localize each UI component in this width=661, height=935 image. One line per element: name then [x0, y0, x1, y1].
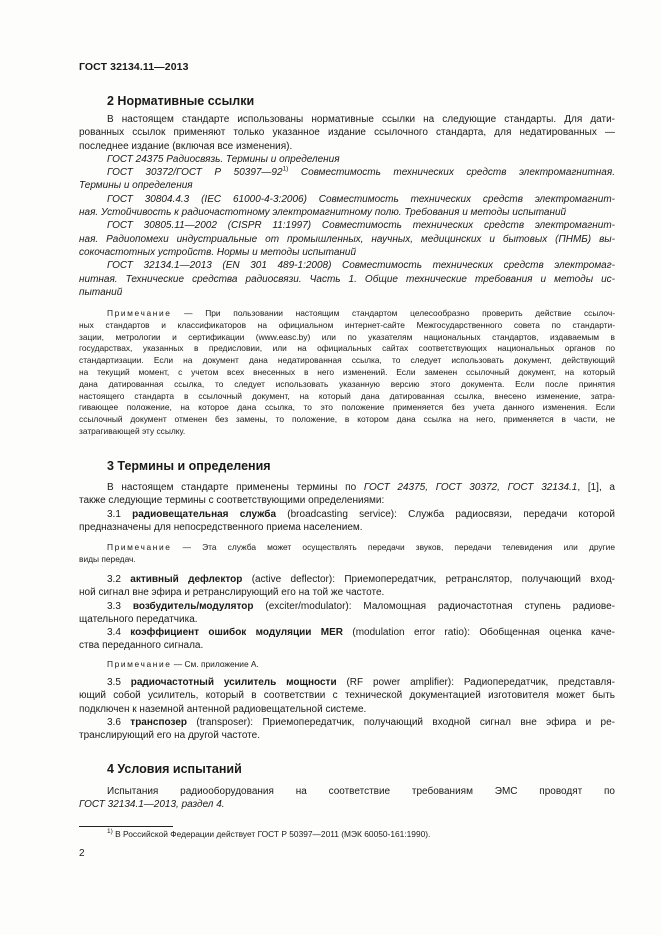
note-line: затрагивающей эту ссылку. — [79, 425, 186, 436]
reference-item — [79, 179, 615, 192]
term-number: 3.1 — [107, 508, 133, 520]
note-line: виды передач. — [79, 553, 136, 564]
intro-refs: ГОСТ 24375, ГОСТ 30372, ГОСТ 32134.1 — [363, 482, 578, 493]
section-4-heading: 4 Условия испытаний — [107, 762, 242, 776]
section-3-intro — [79, 481, 615, 534]
section-3-terms — [79, 573, 615, 653]
term-number: 3.2 — [107, 574, 131, 585]
reference-text: нитная. Технические средства радиосвязи. Часть 1. Общие технические требования и методы ис- — [79, 273, 615, 285]
term-number: 3.5 — [107, 677, 131, 688]
term-definition: (modulation error ratio): Обобщенная оценка каче- — [343, 627, 616, 639]
text-line — [79, 798, 615, 811]
note-label: Примечание — [107, 308, 172, 318]
note-text: — См. приложение А. — [171, 659, 259, 669]
page-header: ГОСТ 32134.11—2013 — [79, 61, 189, 73]
reference-item — [79, 259, 615, 272]
reference-text: ная. Устойчивость к радиочастотному электромагнитному полю. Требования и методы испытаний — [79, 207, 567, 219]
term-number: 3.4 — [107, 627, 131, 639]
note-line — [79, 542, 615, 554]
section-2-heading: 2 Нормативные ссылки — [107, 94, 255, 108]
note-line: стандартизации. Если на документ дана недатированная ссылка, то следует использовать документ, действующий — [79, 355, 615, 366]
reference-item — [79, 233, 615, 246]
note-line — [79, 659, 615, 671]
section-3-heading: 3 Термины и определения — [107, 459, 271, 473]
reference-code: ГОСТ 30372/ГОСТ Р 50397—92 — [107, 167, 283, 179]
text-line: рованных ссылок применяют только указанное издание ссылочного стандарта, для недатированных — — [79, 127, 615, 139]
reference-item — [79, 206, 615, 219]
term-name: активный дефлектор — [130, 574, 243, 585]
reference-item — [79, 246, 615, 259]
reference-text: ГОСТ 24375 Радиосвязь. Термины и определения — [107, 153, 340, 165]
term-name: радиовещательная служба — [132, 508, 277, 520]
note-text: — При пользовании настоящим стандартом целесообразно проверить действие ссылоч- — [171, 308, 615, 318]
note-label: Примечание — [107, 542, 172, 552]
section-3-terms-2 — [79, 676, 615, 742]
term-definition: (active deflector): Приемопередатчик, ретранслятор, получающий вход- — [242, 574, 615, 585]
reference-text: ГОСТ 32134.1—2013, раздел 4. — [79, 799, 225, 811]
term-number: 3.6 — [107, 716, 131, 728]
term-3-2-continued: ной сигнал вне эфира и ретранслирующий его на той же частоте. — [79, 587, 385, 599]
term-3-2 — [79, 573, 615, 586]
text-line — [79, 481, 615, 494]
reference-item — [79, 193, 615, 206]
text-line: также следующие термины с соответствующими определениями: — [79, 495, 385, 507]
reference-item — [79, 273, 615, 286]
text-line: Испытания радиооборудования на соответствие требованиям ЭМС проводят по — [107, 786, 615, 797]
footnote-divider — [79, 826, 173, 827]
footnote-text: В Российской Федерации действует ГОСТ Р 50397—2011 (МЭК 60050-161:1990). — [112, 829, 431, 839]
page-number: 2 — [79, 848, 85, 859]
section-2-note — [79, 308, 615, 438]
term-3-3-continued: щательного передатчика. — [79, 613, 198, 625]
intro-text: , [1], а — [577, 482, 615, 493]
reference-item — [79, 219, 615, 232]
reference-text: пытаний — [79, 286, 123, 298]
reference-text: ГОСТ 30805.11—2002 (CISPR 11:1997) Совместимость технических средств электромагнит- — [107, 220, 615, 232]
note-line: зации, метрологии и сертификации (www.easc.by) или по указателям национальных стандартов, издаваемым в — [79, 331, 615, 342]
term-3-4 — [79, 626, 615, 639]
text-line: последнее издание (включая все изменения). — [79, 140, 293, 152]
term-definition: (exciter/modulator): Маломощная радиочастотная ступень радиове- — [253, 600, 615, 612]
term-3-5-continued: ющий собой усилитель, который в соответствии с технической документацией изготовителя может быть — [79, 690, 615, 702]
section-3-note-2 — [79, 659, 615, 671]
term-3-5 — [79, 676, 615, 689]
reference-item — [79, 286, 615, 299]
term-number: 3.3 — [107, 600, 133, 612]
reference-text: ная. Радиопомехи индустриальные от промышленных, научных, медицинских и бытовых (ПНМБ) вы- — [79, 233, 615, 245]
note-line: ссылочный документ отменен без замены, то положение, в котором дана ссылка на него, применяется в части, не — [79, 414, 615, 425]
note-label: Примечание — [107, 659, 172, 669]
note-line: гивающее положение, на которое дана ссылка, то это положение применяется без учета данного изменения. Если — [79, 402, 615, 413]
section-3-note-1 — [79, 542, 615, 566]
term-definition: (broadcasting service): Служба радиосвязи, передачи которой — [276, 508, 615, 520]
note-line: на текущий момент, с учетом всех внесенных в него изменений. Если заменен ссылочный документ, на который — [79, 366, 615, 377]
term-3-3 — [79, 600, 615, 613]
footnote-marker: 1) — [107, 828, 113, 836]
term-3-6-continued: транслирующий его на другой частоте. — [79, 730, 260, 742]
section-2-body — [79, 113, 615, 299]
note-text: — Эта служба может осуществлять передачи звуков, передачи телевидения или другие — [171, 542, 615, 552]
note-line: ных стандартов и классификаторов на официальном интернет-сайте Межгосударственного совета по стандарти- — [79, 319, 615, 330]
note-line — [79, 308, 615, 320]
note-line: настоящего стандарта в ссылочный документ, на который дана датированная ссылка, внесено изменение, затра- — [79, 390, 615, 401]
term-3-4-continued: ства переданного сигнала. — [79, 640, 204, 652]
term-definition: (RF power amplifier): Радиопередатчик, представля- — [336, 677, 615, 688]
footnote — [107, 829, 430, 839]
section-4-body — [79, 785, 615, 812]
term-definition: (transposer): Приемопередатчик, получающий входной сигнал вне эфира и ре- — [187, 716, 616, 728]
reference-text: ГОСТ 30804.4.3 (IEC 61000-4-3:2006) Совместимость технических средств электромагнит- — [107, 193, 615, 205]
term-3-5-continued: подключен к наземной антенной радиовещательной системе. — [79, 703, 367, 715]
reference-text: сокочастотных устройств. Нормы и методы испытаний — [79, 246, 357, 258]
term-3-1-continued: предназначены для непосредственного приема населением. — [79, 521, 363, 533]
note-line: государствах, указанных в предисловии, или на официальных сайтах соответствующих национальных органов по — [79, 343, 615, 354]
reference-item — [79, 153, 615, 166]
reference-text: ГОСТ 32134.1—2013 (EN 301 489-1:2008) Совместимость технических средств электромаг- — [107, 260, 615, 272]
term-name: коэффициент ошибок модуляции MER — [130, 627, 344, 639]
reference-title: Совместимость технических средств электромагнитная. — [288, 167, 615, 179]
reference-title: Термины и определения — [79, 180, 193, 192]
note-line: дана датированная ссылка, то следует использовать указанную версию этого документа. Если после принятия — [79, 378, 615, 389]
intro-text: В настоящем стандарте применены термины по — [107, 482, 364, 493]
term-3-6 — [79, 716, 615, 729]
term-name: возбудитель/модулятор — [132, 600, 254, 612]
text-line: В настоящем стандарте использованы нормативные ссылки на следующие стандарты. Для дати- — [107, 114, 615, 125]
term-3-1 — [79, 508, 615, 521]
term-name: радиочастотный усилитель мощности — [130, 677, 337, 688]
reference-item — [79, 166, 615, 179]
footnote-marker: 1) — [282, 165, 289, 173]
term-name: транспозер — [130, 716, 187, 728]
